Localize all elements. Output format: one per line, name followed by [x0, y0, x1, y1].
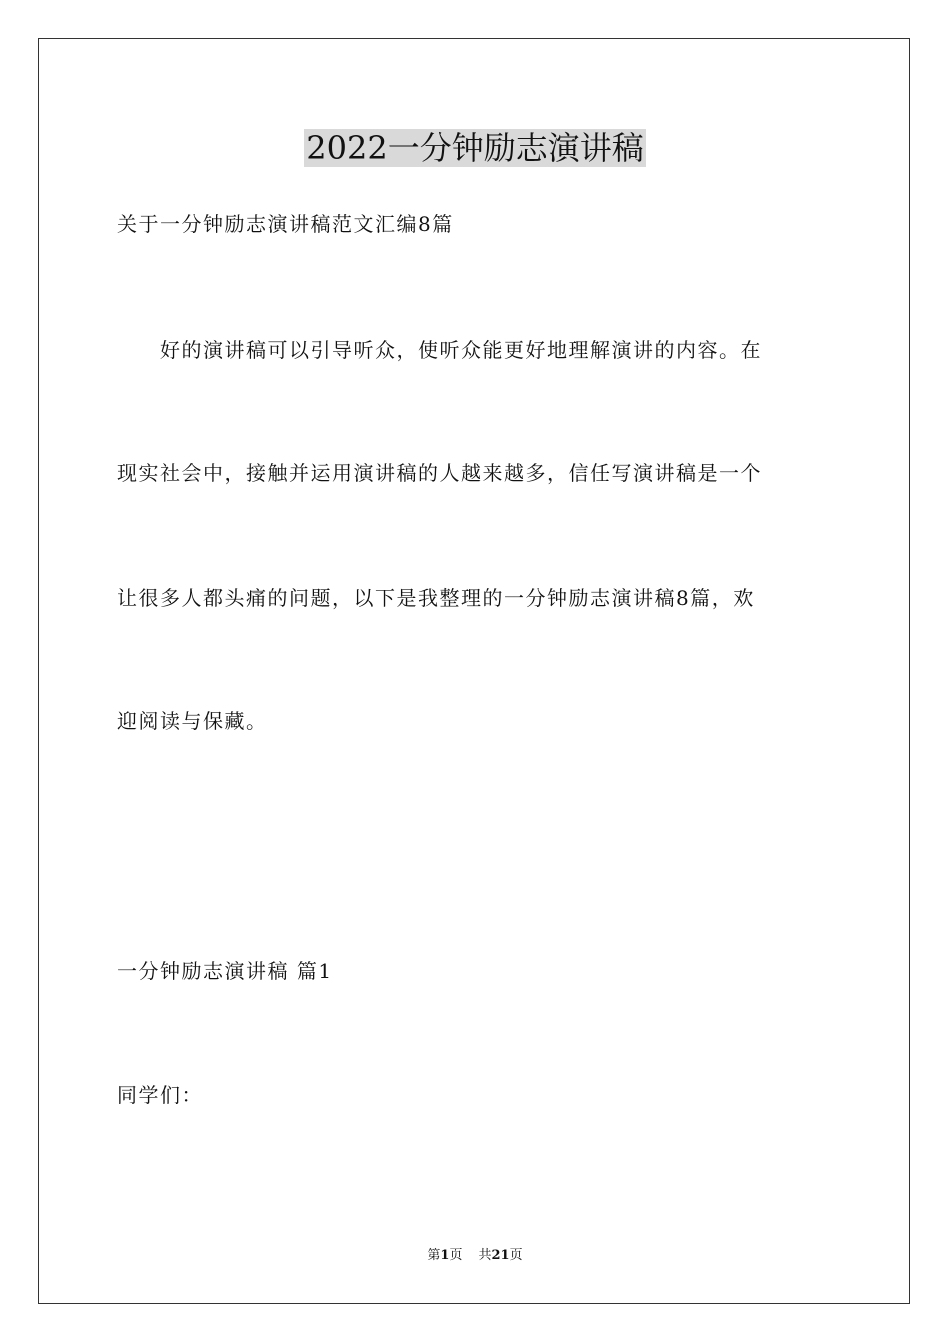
document-subtitle: 关于一分钟励志演讲稿范文汇编8篇	[117, 212, 454, 236]
document-title-text: 2022一分钟励志演讲稿	[306, 129, 644, 167]
intro-line-4: 迎阅读与保藏。	[117, 709, 268, 733]
intro-line-2: 现实社会中，接触并运用演讲稿的人越来越多，信任写演讲稿是一个	[117, 461, 762, 485]
footer-page-number: 1	[440, 1248, 450, 1263]
footer-page-prefix: 第	[427, 1248, 441, 1263]
footer-total-pages: 21	[491, 1248, 510, 1263]
footer-total-prefix: 共	[478, 1248, 492, 1263]
footer-total-suffix: 页	[509, 1248, 523, 1263]
greeting: 同学们：	[117, 1083, 203, 1107]
intro-line-1: 好的演讲稿可以引导听众，使听众能更好地理解演讲的内容。在	[117, 338, 762, 362]
intro-line-3: 让很多人都头痛的问题，以下是我整理的一分钟励志演讲稿8篇，欢	[117, 586, 755, 610]
document-title	[0, 126, 950, 170]
section-heading: 一分钟励志演讲稿 篇1	[117, 959, 333, 983]
page-footer	[0, 1246, 950, 1266]
footer-page-suffix: 页	[449, 1248, 463, 1263]
